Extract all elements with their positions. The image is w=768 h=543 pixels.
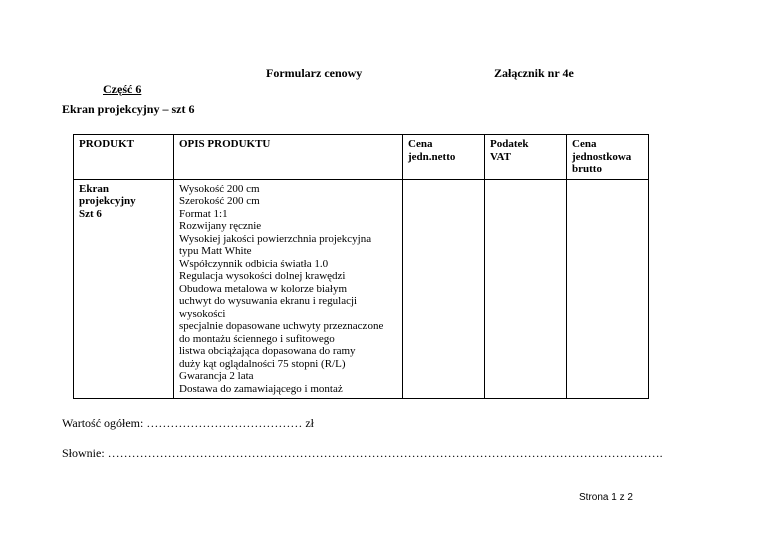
description-line: duży kąt oglądalności 75 stopni (R/L) xyxy=(179,357,346,370)
description-line: listwa obciążająca dopasowana do ramy xyxy=(179,345,356,357)
description-line: Szerokość 200 cm xyxy=(179,195,260,207)
product-line: Ekran xyxy=(79,182,109,195)
header-gross-price-line: jednostkowa xyxy=(572,150,632,163)
amount-in-words-line: Słownie: …………………………………………………………………………………………………………………………. xyxy=(62,446,663,460)
header-gross-price xyxy=(567,135,649,180)
annex-label: Załącznik nr 4e xyxy=(494,66,574,80)
description-line: do montażu ściennego i sufitowego xyxy=(179,332,335,345)
price-table xyxy=(73,134,649,399)
header-description: OPIS PRODUKTU xyxy=(174,135,403,180)
gross-price-cell[interactable] xyxy=(567,179,649,399)
description-line: Współczynnik odbicia światła 1.0 xyxy=(179,257,329,270)
form-title: Formularz cenowy xyxy=(266,66,363,80)
description-line: Obudowa metalowa w kolorze białym xyxy=(179,282,348,295)
header-vat-line: Podatek xyxy=(490,138,529,150)
page-number: Strona 1 z 2 xyxy=(579,492,633,503)
description-line: Format 1:1 xyxy=(179,207,228,220)
description-line: specjalnie dopasowane uchwyty przeznaczone xyxy=(179,320,384,332)
header-product: PRODUKT xyxy=(74,135,174,180)
header-vat-line: VAT xyxy=(490,150,511,163)
description-line: typu Matt White xyxy=(179,245,252,257)
description-line: uchwyt do wysuwania ekranu i regulacji xyxy=(179,295,358,307)
header-net-price-line: Cena xyxy=(408,138,433,150)
header-net-price-line: jedn.netto xyxy=(408,150,456,163)
header-gross-price-line: Cena xyxy=(572,138,597,150)
description-line: Wysokość 200 cm xyxy=(179,182,260,195)
net-price-cell[interactable] xyxy=(403,179,485,399)
product-line: Szt 6 xyxy=(79,207,102,220)
description-line: wysokości xyxy=(179,307,226,320)
description-line: Regulacja wysokości dolnej krawędzi xyxy=(179,270,346,282)
section-subtitle: Ekran projekcyjny – szt 6 xyxy=(62,102,195,116)
product-line: projekcyjny xyxy=(79,195,136,207)
vat-cell[interactable] xyxy=(485,179,567,399)
table-row xyxy=(74,179,649,399)
table-header-row xyxy=(74,135,649,180)
header-net-price xyxy=(403,135,485,180)
part-label: Część 6 xyxy=(103,82,142,96)
description-cell xyxy=(174,179,403,399)
description-line: Rozwijany ręcznie xyxy=(179,220,262,232)
header-vat xyxy=(485,135,567,180)
total-value-line: Wartość ogółem: ………………………………… zł xyxy=(62,416,315,430)
product-cell xyxy=(74,179,174,399)
description-line: Wysokiej jakości powierzchnia projekcyjna xyxy=(179,232,372,245)
description-line: Gwarancja 2 lata xyxy=(179,370,254,382)
description-line: Dostawa do zamawiającego i montaż xyxy=(179,382,343,395)
header-gross-price-line: brutto xyxy=(572,163,602,175)
